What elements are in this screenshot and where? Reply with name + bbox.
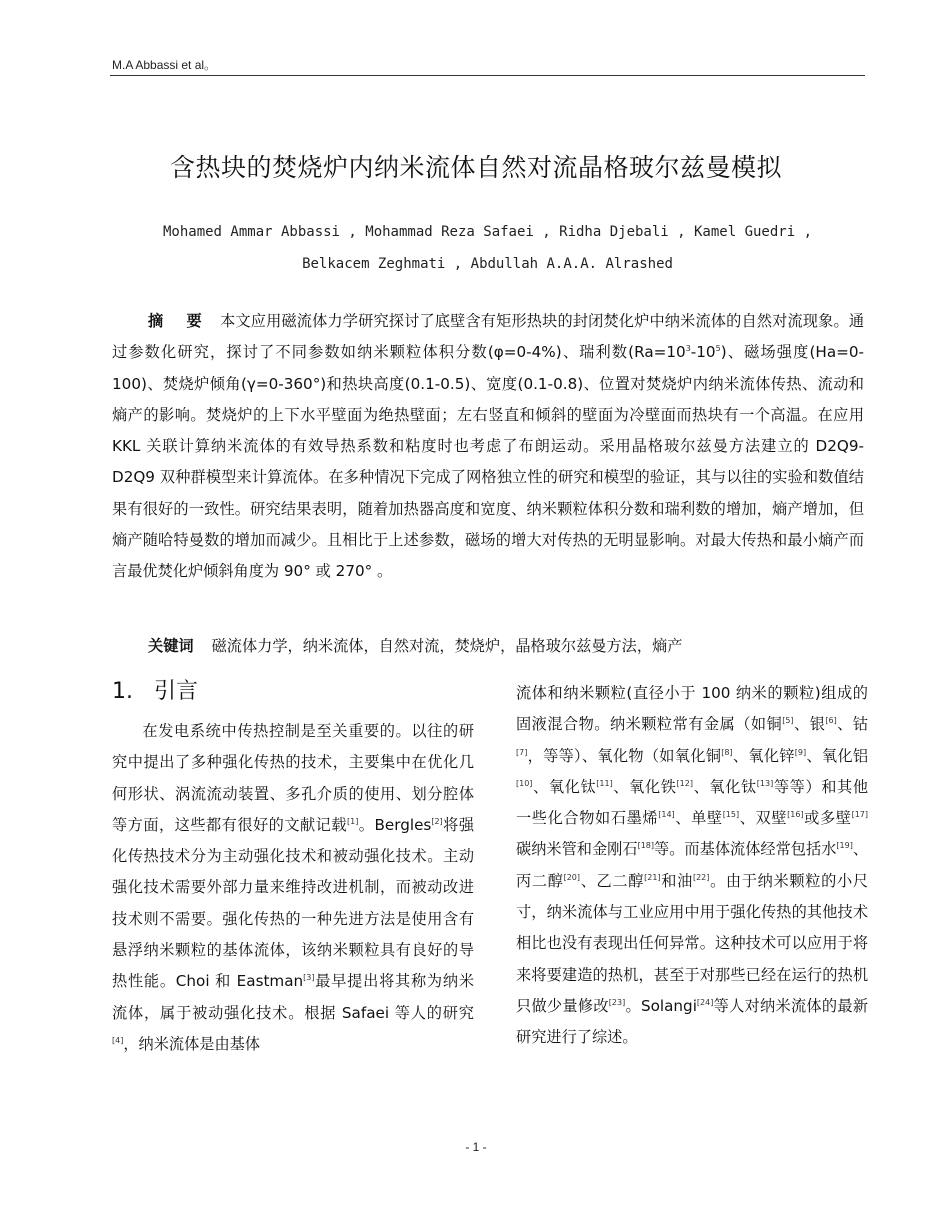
- citation-18: [18]: [637, 841, 655, 851]
- citation-24: [24]: [696, 997, 714, 1007]
- intro-text: 、氧化钛: [532, 777, 597, 796]
- section-number: 1.: [112, 679, 133, 704]
- header-divider: [110, 75, 865, 76]
- citation-22: [22]: [692, 872, 710, 882]
- citation-4: [4]: [112, 1035, 124, 1045]
- abstract-text-1: 本文应用磁流体力学研究探讨了底壁含有矩形热块的封闭焚化炉中纳米流体的自然对流现象。通过参数化研究，探讨了不同参数如纳米颗粒体积分数(φ=0-4%)、瑞利数(Ra=10: [112, 312, 864, 362]
- intro-text: 。Solangi: [625, 996, 697, 1015]
- abstract-exponent-2: 5: [715, 344, 721, 354]
- citation-16: [16]: [787, 810, 804, 820]
- intro-text: 、银: [793, 715, 826, 734]
- intro-text: 碳纳米管和金刚石: [516, 840, 638, 859]
- citation-3: [3]: [303, 973, 315, 983]
- section-title: 引言: [154, 679, 199, 704]
- intro-text: 等等）和其他一些化合物如石墨烯: [516, 777, 869, 828]
- author-line-1: Mohamed Ammar Abbassi , Mohammad Reza Safaei , Ridha Djebali , Kamel Guedri ,: [162, 224, 812, 240]
- intro-text: 最早提出将其称为纳米流体，属于被动强化技术。根据 Safaei 等人的研究: [112, 972, 475, 1022]
- intro-text: ，等等）、氧化物（如氧化铜: [527, 746, 722, 765]
- intro-text: 、丙二醇: [516, 840, 869, 890]
- citation-1: [1]: [346, 816, 359, 826]
- abstract-text-3: )、磁场强度(Ha=0-100)、焚烧炉倾角(γ=0-360°)和热块高度(0.1-0.5)、宽度(0.1-0.8)、位置对焚烧炉内纳米流体传热、流动和熵产的影响。焚烧炉的上下水平壁面为绝热壁面；左右竖直和倾斜的壁面为冷壁面而热块有一个高温。在应用 KKL 关联计算纳米流体的有效导热系数和粘度时也考虑了布朗运动。采用晶格玻尔兹曼方法建立的 D2Q9-D2Q9 双种群模型来计算流体。在多种情况下完成了网格独立性的研究和模型的验证，其与以往的实验和数值结果有很好的一致性。研究结果表明，随着加热器高度和宽度、纳米颗粒体积分数和瑞利数的增加，熵产增加，但熵产随哈特曼数的增加而减少。且相比于上述参数，磁场的增大对传热的无明显影响。对最大传热和最小熵产而言最优焚化炉倾斜角度为 90° 或 270° 。: [112, 343, 864, 581]
- intro-paragraph-right: [516, 678, 868, 1054]
- citation-5: [5]: [782, 716, 794, 726]
- intro-text: 等人对纳米流体的最新研究进行了综述。: [516, 996, 869, 1047]
- keywords-text: 磁流体力学，纳米流体，自然对流，焚烧炉，晶格玻尔兹曼方法，熵产: [211, 637, 683, 655]
- citation-13: [13]: [756, 778, 774, 788]
- author-line-2: Belkacem Zeghmati , Abdullah A.A.A. Alrashed: [302, 256, 673, 272]
- keywords: [112, 635, 864, 656]
- abstract: [112, 306, 864, 588]
- paper-title: 含热块的焚烧炉内纳米流体自然对流晶格玻尔兹曼模拟: [169, 153, 782, 182]
- abstract-label: 摘 要: [148, 312, 202, 330]
- intro-text: 。由于纳米颗粒的小尺寸，纳米流体与工业应用中用于强化传热的其他技术相比也没有表现出任何异常。这种技术可以应用于将来将要建造的热机，甚至于对那些已经在运行的热机只做少量修改: [516, 871, 869, 1015]
- column-right: [516, 678, 868, 1054]
- intro-text: 和油: [660, 871, 693, 890]
- citation-19: [19]: [836, 841, 853, 851]
- intro-text: 、钴: [836, 715, 869, 734]
- citation-10: [10]: [516, 778, 533, 788]
- citation-14: [14]: [658, 810, 675, 820]
- intro-text: 、乙二醇: [580, 871, 645, 890]
- abstract-text-2: -10: [690, 343, 716, 362]
- citation-6: [6]: [825, 716, 837, 726]
- abstract-exponent-1: 3: [685, 344, 691, 354]
- citation-17: [17]: [851, 810, 869, 820]
- citation-2: [2]: [431, 816, 443, 826]
- citation-20: [20]: [563, 872, 581, 882]
- intro-text: 流体和纳米颗粒(直径小于 100 纳米的颗粒)组成的固液混合物。纳米颗粒常有金属（如铜: [516, 684, 868, 734]
- intro-text: 、氧化钛: [692, 777, 757, 796]
- citation-15: [15]: [722, 810, 740, 820]
- intro-text: 、氧化铝: [806, 746, 869, 765]
- intro-paragraph-left: [112, 716, 474, 1060]
- citation-9: [9]: [794, 747, 807, 757]
- citation-7: [7]: [516, 747, 528, 757]
- keywords-label: 关键词: [148, 637, 194, 655]
- section-heading: [112, 678, 474, 716]
- citation-12: [12]: [676, 778, 693, 788]
- column-left: [112, 678, 474, 1060]
- intro-text: 、单壁: [674, 809, 723, 828]
- citation-11: [11]: [596, 778, 613, 788]
- intro-text: 、氧化锌: [732, 746, 795, 765]
- author-list: [110, 216, 865, 280]
- citation-21: [21]: [644, 872, 661, 882]
- intro-text: 、氧化铁: [612, 777, 677, 796]
- citation-23: [23]: [608, 997, 626, 1007]
- intro-text: 、双壁: [739, 809, 788, 828]
- intro-text: ，纳米流体是由基体: [123, 1034, 261, 1053]
- intro-text: 将强化传热技术分为主动强化技术和被动强化技术。主动强化技术需要外部力量来维持改进机制，而被动改进技术则不需要。强化传热的一种先进方法是使用含有悬浮纳米颗粒的基体流体，该纳米颗粒具有良好的导热性能。Choi 和 Eastman: [112, 815, 475, 991]
- page-number: - 1 -: [465, 1140, 487, 1154]
- running-head: M.A Abbassi et al。: [112, 58, 217, 72]
- intro-text: 或多壁: [803, 809, 852, 828]
- intro-text: 在发电系统中传热控制是至关重要的。以往的研究中提出了多种强化传热的技术，主要集中在优化几何形状、涡流流动装置、多孔介质的使用、划分腔体等方面，这些都有很好的文献记载: [112, 722, 474, 834]
- intro-text: 。Bergles: [358, 815, 432, 834]
- intro-text: 等。而基体流体经常包括水: [654, 840, 837, 859]
- citation-8: [8]: [721, 747, 733, 757]
